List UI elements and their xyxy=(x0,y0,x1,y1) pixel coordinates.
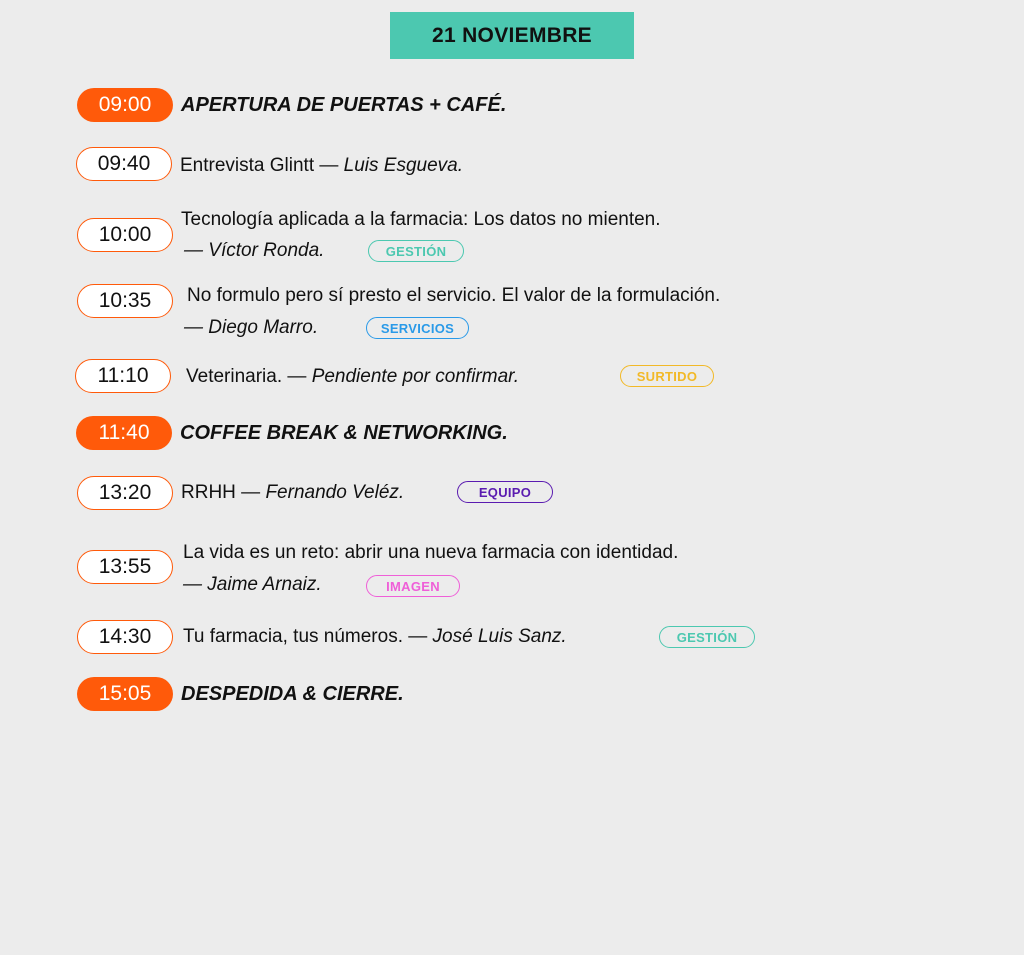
session-title: Tecnología aplicada a la farmacia: Los datos no mienten. xyxy=(181,209,661,230)
speaker-name: José Luis Sanz. xyxy=(432,626,567,647)
speaker-name: Fernando Veléz. xyxy=(265,482,405,503)
category-tag-surtido: SURTIDO xyxy=(620,365,714,387)
time-badge: 10:00 xyxy=(77,218,173,252)
session-title: No formulo pero sí presto el servicio. El valor de la formulación. xyxy=(187,285,721,306)
category-tag-gestion: GESTIÓN xyxy=(659,626,755,648)
time-badge: 09:40 xyxy=(76,147,172,181)
session-line xyxy=(186,366,519,388)
session-title: DESPEDIDA & CIERRE. xyxy=(181,683,404,705)
category-tag-servicios: SERVICIOS xyxy=(366,317,469,339)
date-label: 21 NOVIEMBRE xyxy=(432,23,592,47)
session-title: RRHH — xyxy=(181,482,261,503)
speaker-name: — Víctor Ronda. xyxy=(184,240,325,261)
date-banner xyxy=(390,12,634,59)
session-line xyxy=(183,626,567,648)
time-badge: 13:55 xyxy=(77,550,173,584)
session-title: Tu farmacia, tus números. — xyxy=(183,626,428,647)
time-badge: 11:40 xyxy=(76,416,172,450)
speaker-name: Pendiente por confirmar. xyxy=(311,366,520,387)
time-badge: 11:10 xyxy=(75,359,171,393)
time-badge: 15:05 xyxy=(77,677,173,711)
time-badge: 14:30 xyxy=(77,620,173,654)
session-line xyxy=(181,482,404,504)
speaker-name: Luis Esgueva. xyxy=(343,155,464,176)
speaker-name: — Diego Marro. xyxy=(184,317,319,338)
session-title: La vida es un reto: abrir una nueva farmacia con identidad. xyxy=(183,542,679,563)
category-tag-gestion: GESTIÓN xyxy=(368,240,464,262)
time-badge: 09:00 xyxy=(77,88,173,122)
time-badge: 13:20 xyxy=(77,476,173,510)
category-tag-imagen: IMAGEN xyxy=(366,575,460,597)
session-title: COFFEE BREAK & NETWORKING. xyxy=(180,422,508,444)
session-title: Veterinaria. — xyxy=(186,366,307,387)
time-badge: 10:35 xyxy=(77,284,173,318)
session-title: Entrevista Glintt — xyxy=(180,155,339,176)
session-line xyxy=(180,155,463,177)
speaker-name: — Jaime Arnaiz. xyxy=(183,574,322,595)
category-tag-equipo: EQUIPO xyxy=(457,481,553,503)
session-title: APERTURA DE PUERTAS + CAFÉ. xyxy=(181,94,507,116)
